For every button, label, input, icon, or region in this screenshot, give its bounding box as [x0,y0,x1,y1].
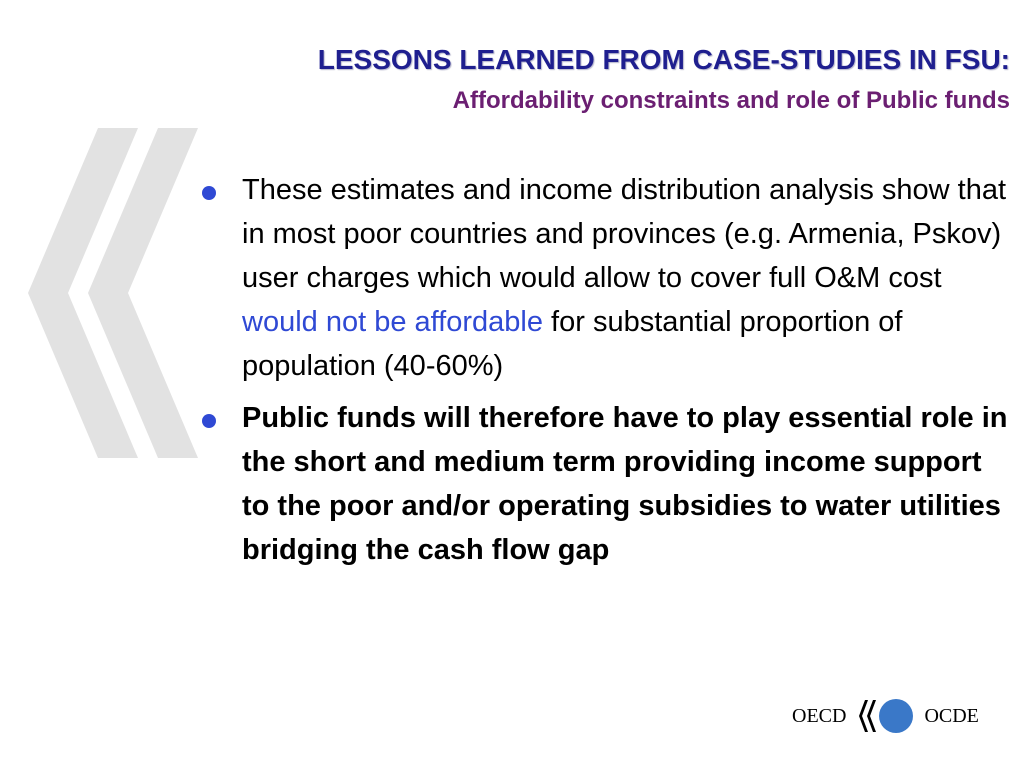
slide-subtitle: Affordability constraints and role of Public funds [452,87,1010,114]
round-bullet-icon [202,414,216,428]
slide-title: LESSONS LEARNED FROM CASE-STUDIES IN FSU: [317,44,1010,75]
bullet-text: Public funds will therefore have to play essential role in the short and medium term providing income support to the poor and/or operating subsidies to water utilities bridging the cash flow gap [242,402,1008,566]
bullet-text-part1: These estimates and income distribution analysis show that in most poor countries and provinces (e.g. Armenia, Pskov) user charges which would allow to cover full O&M cost [242,174,1007,294]
oecd-chevron-circle-icon [854,694,916,738]
bullet-list [196,168,1016,572]
bullet-highlight: would not be affordable [242,306,543,338]
logo-text-ocde: OCDE [924,704,979,727]
double-chevron-left-icon [28,128,198,458]
logo-text-oecd: OECD [792,704,847,727]
round-bullet-icon [202,186,216,200]
oecd-logo [792,694,1002,738]
bullet-item-affordability [196,168,1016,388]
bullet-item-public-funds [196,396,1016,572]
bullet-text-part2: for substantial proportion of population (40-60%) [242,306,903,382]
